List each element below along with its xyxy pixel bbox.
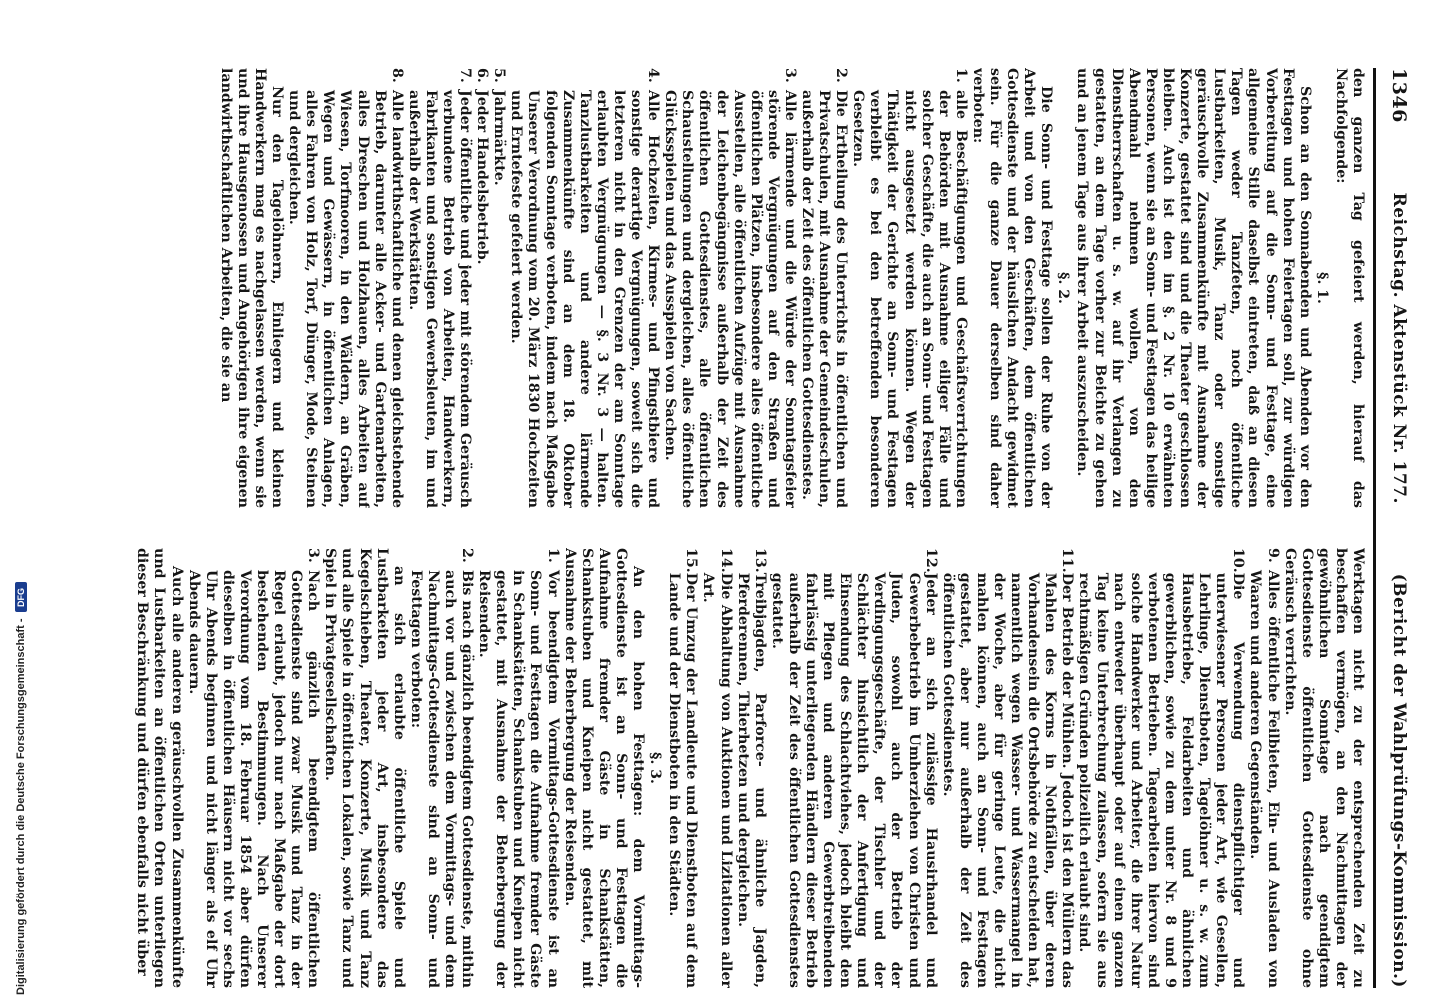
- section-1-title: §. 1.: [1313, 272, 1330, 304]
- list-item: [473, 68, 490, 508]
- item-number: 1.: [544, 548, 561, 563]
- item-text: Jeder öffentliche und jeder mit störendem Geräusch verbundene Betrieb von Arbeiten, Handwerkern, Fabrikanten und sonstigen Gewerbsleuten, im und außerhalb der Werkstätten.: [405, 90, 474, 508]
- item-number: 11.: [1059, 548, 1076, 573]
- item-number: 10.: [1230, 548, 1247, 573]
- right-column: [91, 548, 1366, 988]
- section-2-text: Die Sonn- und Festtage sollen der Ruhe von der Arbeit und von den Geschäften, dem öffentlichen Gottesdienste und der häuslichen Andacht gewidmet sein. Für die ganze Dauer derselben sind daher verboten:: [969, 68, 1055, 508]
- list-item: [405, 68, 473, 508]
- credit-text: Digitalisierung gefördert durch die Deutsche Forschungsgemeinschaft -: [15, 618, 27, 995]
- item-text: Die Verwendung dienstpflichtiger und unterwiesener Personen jeder Art, wie Gesellen, Lehrlinge, Dienstboten, Tagelöhner u. s. w. zum Hausbetriebe, Feldarbeiten und ähnlichen gewerblichen, sowie zu dem unter Nr. 8 und 9 verbotenen Betrieben. Tagearbeiten hiervon sind solche Handwerker und Arbeiter, die ihrer Natur nach entweder überhaupt oder auf einen ganzen Tag keine Unterbrechung zulassen, sofern sie aus rechtmäßigen Gründen polizeilich erlaubt sind.: [1076, 572, 1247, 988]
- list-item: [939, 548, 1076, 988]
- left-column-tail: Nur den Tagelöhnern, Einliegern und kleinen Handwerkern mag es nachgelassen werden, wenn sie und ihre Hausgenossen und Angehörigen ihre eigenen landwirthschaftlichen Arbeiten, die sie an: [217, 68, 286, 508]
- item-text: Jahrmärkte.: [491, 90, 508, 186]
- list-item: [665, 548, 699, 988]
- dfg-logo: DFG: [15, 582, 27, 612]
- list-item: [475, 548, 560, 988]
- item-text: alle Beschäftigungen und Geschäftsverrichtungen der Behörden mit Ausnahme eiliger Fälle und solcher Geschäfte, die auch an Sonn- und Festtagen nicht ausgesetzt werden können. Wegen der Thätigkeit der Gerichte an Sonn- und Festtagen verbleibt es bei den betreffenden besonderen Gesetzen.: [850, 90, 969, 508]
- intro-text: den ganzen Tag gefeiert werden, hierauf das Nachfolgende:: [1332, 68, 1366, 508]
- item-text: Bis nach gänzlich beendigtem Gottesdienste, mithin auch vor und zwischen dem Vormittags- und dem Nachmittags-Gottesdienste sind an Sonn- und Festtagen verboten:: [407, 570, 476, 988]
- list-item: [661, 68, 798, 508]
- item-text: Alle lärmende und die Würde der Sonntagsfeier störende Vergnügungen auf den Straßen und öffentlichen Plätzen, insbesondere alles öffentliche Ausstellen, alle öffentlichen Aufzüge mit Ausnahme der Leichenbegängnisse außerhalb der Zeit des öffentlichen Gottesdienstes, alle öffentlichen Schaustellungen und dergleichen, alles öffentliche Glücksspielen und das Ausspielen von Sachen.: [662, 90, 798, 508]
- section-3-list: [407, 548, 561, 988]
- list-item: [490, 68, 507, 508]
- list-item: [507, 68, 661, 508]
- item-number: 1.: [952, 68, 969, 83]
- list-item: [768, 548, 939, 988]
- document-title: Reichstag. Aktenstück Nr. 177.: [1389, 192, 1409, 504]
- item-number: 4.: [645, 68, 662, 83]
- right-column-continuation: Werktagen nicht zu der entsprechenden Zeit zu beschaffen vermögen, an den Nachmittagen der gewöhnlichen Sonntage nach geendigtem Gottesdienste öffentlichen Gottesdienste ohne Geräusch verrichten.: [1281, 548, 1366, 988]
- item-text: Treibjagden, Parforce- und ähnliche Jagden, Pferderennen, Thierhetzen und dergleichen.: [734, 572, 768, 988]
- section-2-list-continued: [665, 548, 1280, 988]
- list-item: [849, 68, 969, 508]
- page-number: 1346: [1388, 68, 1410, 123]
- item-number: 15.: [683, 548, 700, 573]
- section-3-sub: an sich erlaubte öffentliche Spiele und Lustbarkeiten jeder Art, insbesondere das Kegelschieben, Theater, Konzerte, Musik und Tanz und alle Spiele in öffentlichen Lokalen, sowie Tanz und Spiel in Privatgesellschaften.: [322, 548, 407, 988]
- right-column-tail: Auch alle anderen geräuschvollen Zusammenkünfte und Lustbarkeiten an öffentlichen Orten unterliegen dieser Beschränkung und dürfen ebenfalls nicht über: [134, 548, 185, 988]
- item-number: 3.: [305, 548, 322, 563]
- item-number: 12.: [922, 548, 939, 573]
- section-2-title: §. 2.: [1055, 272, 1072, 304]
- item-text: Alle landwirthschaftliche und denen gleichstehende Betrieb, darunter alle Acker- und Gartenarbeiten, alles Dreschen und Holzhauen, alles Arbeiten auf Wiesen, Torfmooren, in den Wäldern, an Gräben, Wegen und Gewässern, in öffentlichen Anlagen, alles Fahren von Holz, Torf, Dünger, Mode, Steinen und dergleichen.: [286, 90, 405, 508]
- list-item: [1075, 548, 1246, 988]
- section-2-list: [285, 68, 969, 508]
- list-item: [407, 548, 475, 988]
- item-text: Der Umzug der Landleute und Dienstboten auf dem Lande und der Dienstboten in den Städten.: [666, 572, 700, 988]
- section-3-item: [185, 548, 322, 988]
- list-item: [285, 68, 405, 508]
- item-number: 9.: [1264, 548, 1281, 563]
- item-text: Jeder an sich zulässige Hausirhandel und Gewerbebetrieb im Umherziehen von Christen und Juden, sowohl auch der Betrieb der Verdingungsgeschäfte, der Tischler und der Schlächter hinsichtlich der Anfertigung und Einsendung des Schlachtviehes, jedoch bleibt den mit Pflegen und anderen Gewerbtreibenden fahrlässig unterliegenden Händlern dieser Betrieb außerhalb der Zeit des öffentlichen Gottesdienstes gestattet.: [768, 572, 939, 988]
- item-text: Der Betrieb der Mühlen. Jedoch ist den Müllern das Mahlen des Korns in Nothfällen, über deren Vorhandensein die Ortsbehörde zu entscheiden hat, namentlich wegen Wasser- und Wassermangel in der Woche, aber für geringe Leute, die nicht mahlen können, auch an Sonn- und Festtagen gestattet, aber nur außerhalb der Zeit des öffentlichen Gottesdienstes.: [939, 572, 1076, 988]
- list-item: [798, 68, 849, 508]
- item-number: 14.: [717, 548, 734, 573]
- item-number: 6.: [474, 68, 491, 83]
- item-number: 2.: [459, 548, 476, 563]
- item-text: Jeder Handelsbetrieb.: [474, 90, 491, 265]
- item-text: Die Ertheilung des Unterrichts in öffentlichen und Privatschulen, mit Ausnahme der Gemeindeschulen, außerhalb der Zeit des öffentlichen Gottesdienstes.: [799, 90, 850, 508]
- document-subtitle: (Bericht der Wahlprüfungs-Kommission.): [1389, 573, 1409, 988]
- list-item: [734, 548, 768, 988]
- item-text: Alles öffentliche Feilbieten, Ein- und Ausladen von Waaren und anderen Gegenständen.: [1247, 570, 1281, 988]
- page-header: [1382, 68, 1416, 988]
- header-rule: [1373, 68, 1376, 988]
- item-number: 7.: [457, 68, 474, 83]
- section-3-intro: An den hohen Festtagen: dem Vormittags-Gottesdienste ist an Sonn- und Festtagen die Aufnahme fremder Gäste in Schankstätten, Schankstuben und Kneipen nicht gestattet, mit Ausnahme der Beherbergung der Reisenden.: [561, 548, 647, 988]
- item-number: 5.: [491, 68, 508, 83]
- digitization-credit: [14, 15, 28, 995]
- item-number: 13.: [751, 548, 768, 573]
- section-3-title: §. 3.: [647, 752, 664, 784]
- item-text: Nach gänzlich beendigtem öffentlichen Gottesdienste sind zwar Musik und Tanz in der Regel erlaubt, jedoch nur nach Maßgabe der dort bestehenden Bestimmungen. Nach Unserer Verordnung vom 18. Februar 1854 aber dürfen dieselben in öffentlichen Häusern nicht vor sechs Uhr Abends beginnen und nicht länger als elf Uhr Abends dauern.: [185, 570, 322, 988]
- section-1-text: Schon an den Sonnabenden und Abenden vor den Festtagen und hohen Feiertagen soll, zur würdigen Vorbereitung auf die Sonn- und Festtage, eine allgemeine Stille daselbst eintreten, daß an diesen Tagen weder Tanzfeten, noch öffentliche Lustbarkeiten, Musik, Tanz oder sonstige geräuschvolle Zusammenkünfte mit Ausnahme der Konzerte, gestattet sind und die Theater geschlossen bleiben. Auch ist den im §. 2 Nr. 10 erwähnten Personen, wenn sie an Sonn- und Festtagen das heilige Abendmahl nehmen wollen, von den Dienstherrschaften u. s. w. auf ihr Verlangen zu gestatten, an dem Tage vorher zur Beichte zu gehen und an jenem Tage aus ihrer Arbeit auszuscheiden.: [1074, 68, 1313, 508]
- item-text: Vor beendigtem Vormittags-Gottesdienste ist an Sonn- und Festtagen die Aufnahme fremder Gäste in Schankstätten, Schankstuben und Kneipen nicht gestattet, mit Ausnahme der Beherbergung der Reisenden.: [476, 570, 561, 988]
- item-number: 3.: [781, 68, 798, 83]
- scanned-page: [86, 60, 1416, 990]
- item-number: 2.: [833, 68, 850, 83]
- item-text: Die Abhaltung von Auktionen und Lizitationen aller Art.: [700, 572, 734, 988]
- left-column: [91, 68, 1366, 508]
- list-item: [699, 548, 733, 988]
- item-text: Alle Hochzeiten, Kirmes- und Pfingstbiere und sonstige derartige Vergnügungen, soweit sich die letzteren nicht in den Grenzen der am Sonntage erlaubten Vergnügungen — §. 3 Nr. 3 — halten. Tanzlustbarkeiten und andere lärmende Zusammenkünfte sind an dem 18. Oktober folgenden Sonntage verboten, indem nach Maßgabe Unserer Verordnung vom 20. März 1830 Hochzeiten und Erntefeste gefeiert werden.: [508, 90, 662, 508]
- item-number: 8.: [388, 68, 405, 83]
- list-item: [1246, 548, 1280, 988]
